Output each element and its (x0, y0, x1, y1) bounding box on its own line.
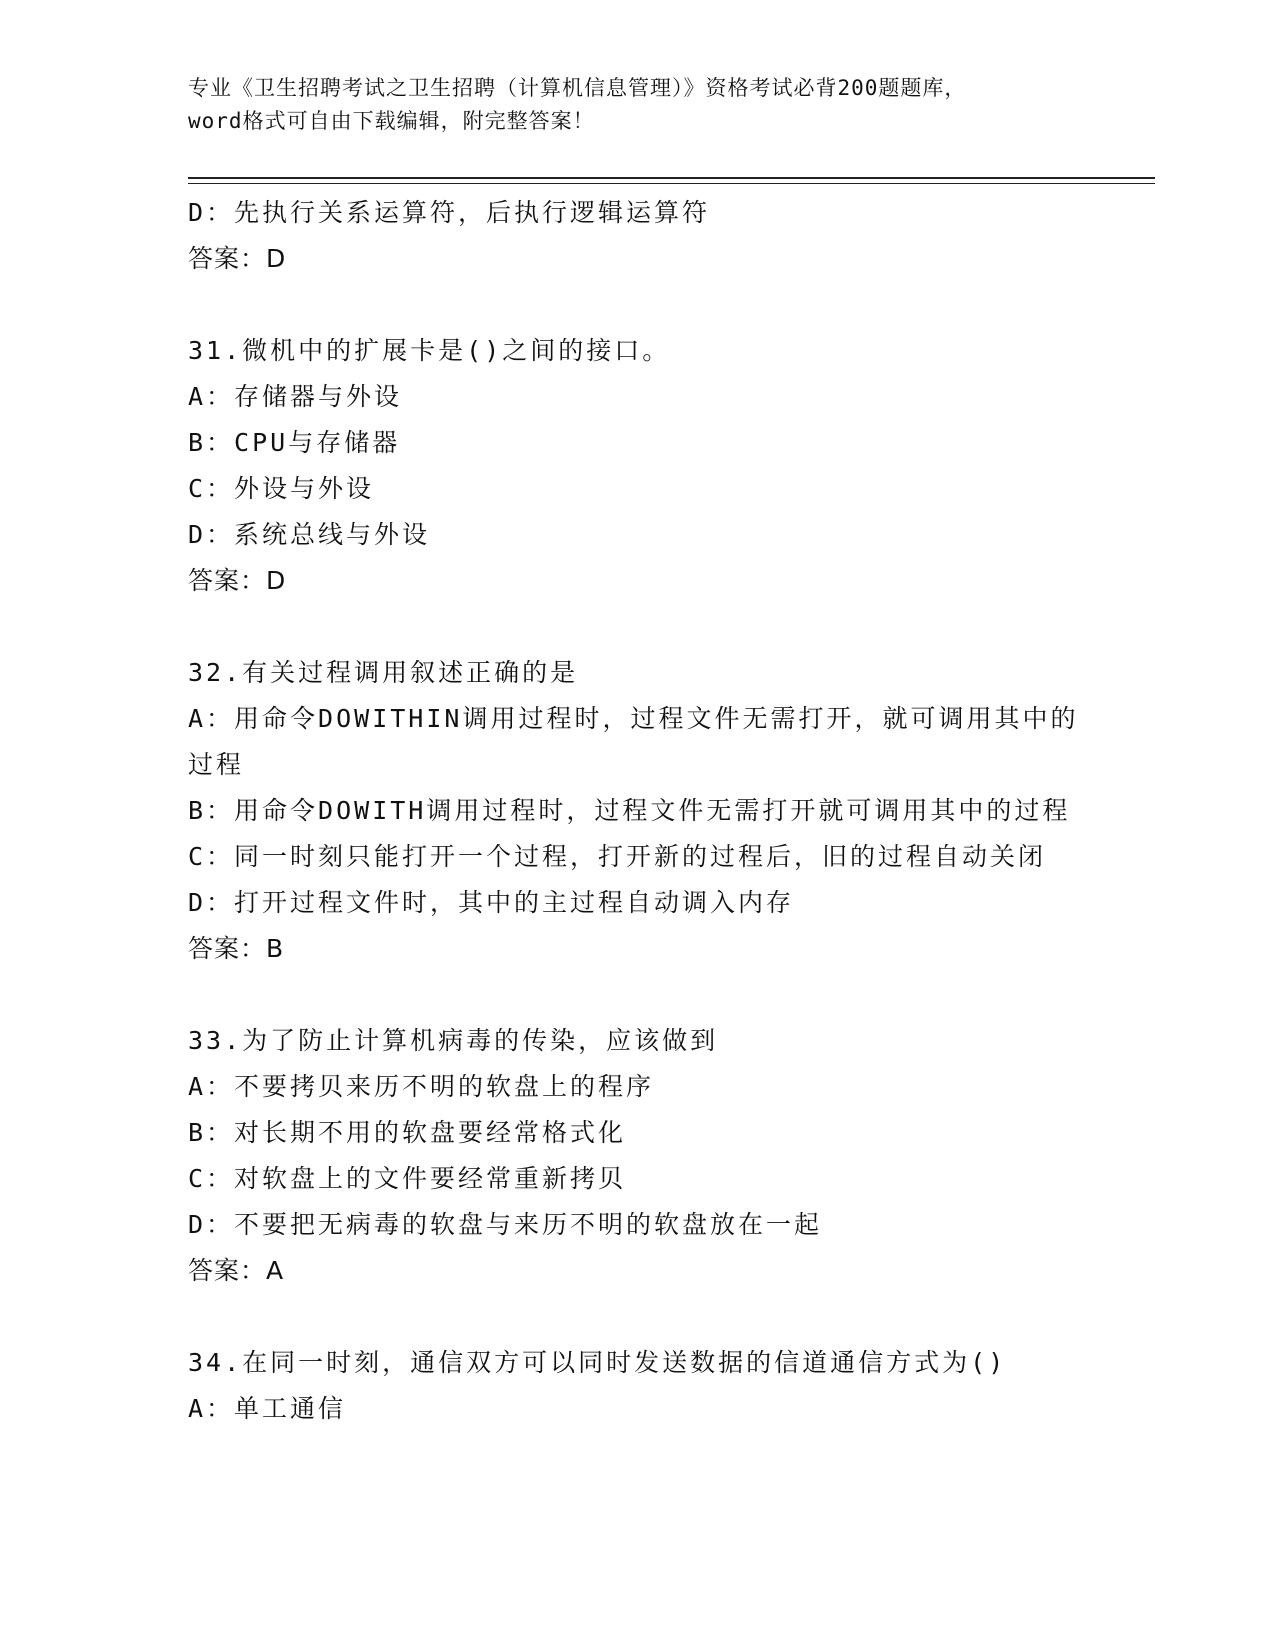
option-c: C：外设与外设 (188, 474, 375, 503)
header-line-1: 专业《卫生招聘考试之卫生招聘（计算机信息管理）》资格考试必背200题题库， (188, 76, 967, 100)
option-c: C：对软盘上的文件要经常重新拷贝 (188, 1164, 627, 1193)
answer-line: 答案：D (188, 244, 287, 273)
partial-question (188, 190, 1088, 282)
spacer (188, 604, 1088, 650)
answer-line: 答案：A (188, 1256, 285, 1285)
answer-line: 答案：D (188, 566, 287, 595)
option-d: D：不要把无病毒的软盘与来历不明的软盘放在一起 (188, 1210, 823, 1239)
option-d: D：先执行关系运算符，后执行逻辑运算符 (188, 198, 711, 227)
option-b: B：对长期不用的软盘要经常格式化 (188, 1118, 627, 1147)
question-stem: 32.有关过程调用叙述正确的是 (188, 658, 579, 687)
question-list (188, 190, 1088, 1432)
answer-line: 答案：B (188, 934, 285, 963)
header-line-2: word格式可自由下载编辑，附完整答案！ (188, 109, 595, 133)
header-divider-thick (188, 177, 1155, 179)
option-a: A：用命令DOWITHIN调用过程时，过程文件无需打开，就可调用其中的过程 (188, 704, 1079, 779)
question-31 (188, 328, 1088, 604)
option-a: A：存储器与外设 (188, 382, 403, 411)
option-b: B：CPU与存储器 (188, 428, 401, 457)
question-34 (188, 1340, 1088, 1432)
option-d: D：打开过程文件时，其中的主过程自动调入内存 (188, 888, 795, 917)
spacer (188, 972, 1088, 1018)
option-a: A：不要拷贝来历不明的软盘上的程序 (188, 1072, 655, 1101)
document-header (188, 72, 1088, 138)
question-stem: 34.在同一时刻，通信双方可以同时发送数据的信道通信方式为() (188, 1348, 1007, 1377)
header-divider-thin (188, 183, 1155, 184)
option-b: B：用命令DOWITH调用过程时，过程文件无需打开就可调用其中的过程 (188, 796, 1071, 825)
spacer (188, 282, 1088, 328)
option-d: D：系统总线与外设 (188, 520, 431, 549)
spacer (188, 1294, 1088, 1340)
question-stem: 33.为了防止计算机病毒的传染，应该做到 (188, 1026, 719, 1055)
option-a: A：单工通信 (188, 1394, 347, 1423)
question-stem: 31.微机中的扩展卡是()之间的接口。 (188, 336, 671, 365)
question-32 (188, 650, 1088, 972)
option-c: C：同一时刻只能打开一个过程，打开新的过程后，旧的过程自动关闭 (188, 842, 1047, 871)
question-33 (188, 1018, 1088, 1294)
